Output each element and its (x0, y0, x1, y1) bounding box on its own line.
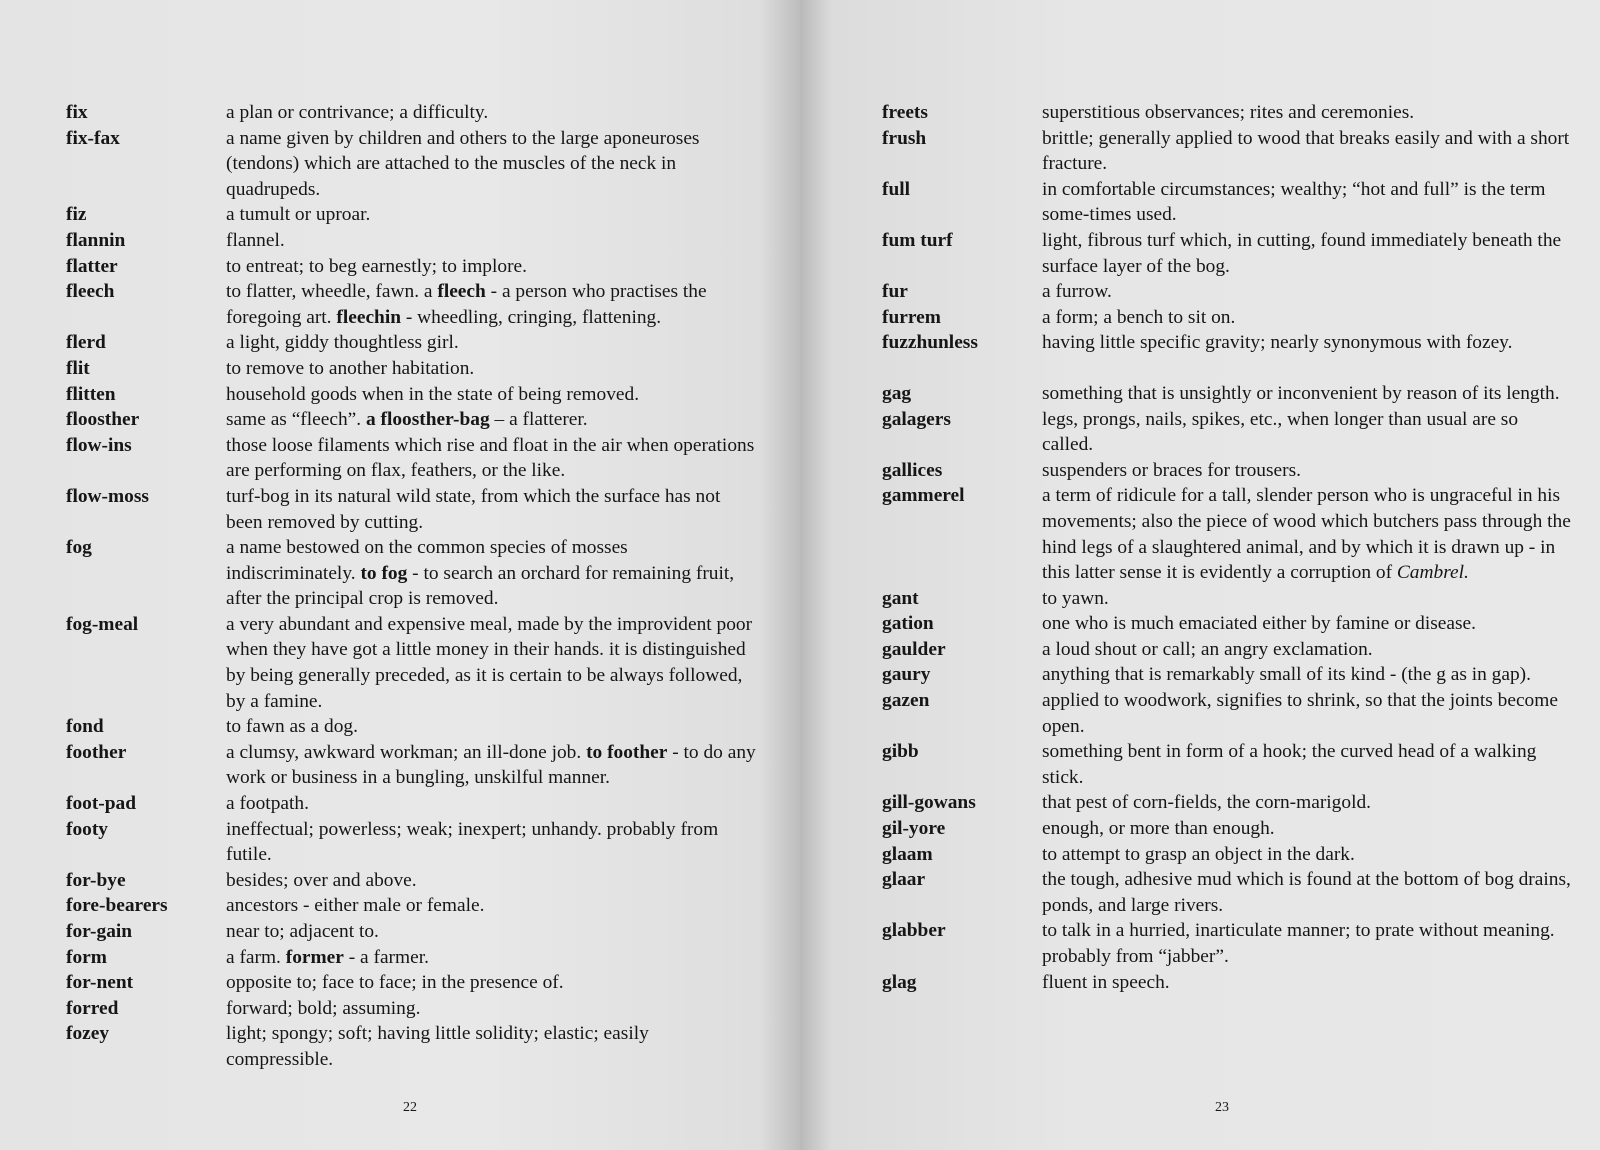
dictionary-entry (882, 611, 1572, 637)
entry-definition (226, 228, 756, 254)
dictionary-entry (882, 816, 1572, 842)
bold-subterm: fleech (437, 281, 486, 303)
definition-text: ineffectual; powerless; weak; inexpert; unhandy. probably from futile. (226, 818, 719, 866)
entry-definition (226, 1021, 756, 1072)
definition-text: one who is much emaciated either by famine or disease. (1042, 613, 1476, 635)
entry-term: gibb (882, 741, 919, 763)
entry-term: glabber (882, 920, 946, 942)
entry-definition (1042, 458, 1572, 484)
entry-term: frush (882, 127, 927, 149)
dictionary-entry (882, 842, 1572, 868)
entry-term: galagers (882, 408, 951, 430)
definition-text: legs, prongs, nails, spikes, etc., when longer than usual are so called. (1042, 408, 1519, 456)
dictionary-entry (882, 407, 1572, 458)
entry-definition (1042, 867, 1572, 918)
entry-term: flitten (66, 383, 116, 405)
definition-text: - wheedling, cringing, flattening. (401, 306, 662, 328)
definition-text: to flatter, wheedle, fawn. a (226, 281, 438, 303)
dictionary-entry (882, 790, 1572, 816)
definition-text: superstitious observances; rites and ceremonies. (1042, 102, 1415, 123)
entry-term: for-nent (66, 972, 134, 994)
definition-text: a name given by children and others to the large aponeuroses (tendons) which are attached to the muscles of the neck in quadrupeds. (226, 127, 700, 200)
definition-text: fluent in speech. (1042, 971, 1170, 993)
entry-definition (1042, 790, 1572, 816)
entry-definition (1042, 842, 1572, 868)
entry-term: flit (66, 357, 90, 379)
entry-definition (226, 330, 756, 356)
entry-definition (1042, 970, 1572, 996)
definition-text: near to; adjacent to. (226, 921, 379, 942)
entry-definition (226, 484, 756, 535)
definition-text: in comfortable circumstances; wealthy; “hot and full” is the term some-times used. (1042, 178, 1546, 226)
definition-text: to yawn. (1042, 587, 1109, 609)
entry-term: flatter (66, 255, 118, 277)
entry-definition (226, 254, 756, 280)
entry-definition (226, 535, 756, 612)
entry-term: glaar (882, 869, 926, 891)
dictionary-entry (66, 484, 756, 535)
entry-definition (1042, 739, 1572, 790)
definition-text: enough, or more than enough. (1042, 818, 1275, 840)
dictionary-entry (882, 330, 1572, 356)
dictionary-entry (66, 1021, 756, 1072)
definition-text: a clumsy, awkward workman; an ill-done job. (226, 741, 587, 763)
dictionary-entry (66, 126, 756, 203)
entry-definition (226, 356, 756, 382)
definition-text: that pest of corn-fields, the corn-marigold. (1042, 792, 1371, 814)
dictionary-entry (882, 970, 1572, 996)
definition-text: to remove to another habitation. (226, 357, 475, 379)
dictionary-entry (66, 868, 756, 894)
definition-text: a plan or contrivance; a difficulty. (226, 102, 489, 123)
entry-definition (226, 612, 756, 714)
dictionary-entry (66, 817, 756, 868)
right-page (800, 0, 1600, 1150)
definition-text: a name bestowed on the common species of mosses indiscriminately. (226, 537, 628, 584)
entry-definition (1042, 918, 1572, 969)
definition-text: anything that is remarkably small of its kind - (the g as in gap). (1042, 664, 1531, 686)
definition-text: a loud shout or call; an angry exclamation. (1042, 638, 1373, 660)
entry-term: form (66, 946, 107, 968)
entry-term: fog-meal (66, 613, 139, 635)
entry-term: full (882, 178, 911, 200)
dictionary-entry (66, 330, 756, 356)
entry-term: fix-fax (66, 127, 120, 149)
entry-definition (1042, 177, 1572, 228)
entry-term: for-bye (66, 869, 126, 891)
left-page-number: 22 (403, 1100, 417, 1115)
entry-term: footy (66, 818, 109, 840)
definition-text: a light, giddy thoughtless girl. (226, 332, 459, 354)
entry-definition (226, 740, 756, 791)
dictionary-entry (882, 305, 1572, 331)
dictionary-entry (882, 918, 1572, 969)
entry-definition (226, 791, 756, 817)
entry-term: foother (66, 741, 127, 763)
definition-text: having little specific gravity; nearly synonymous with fozey. (1042, 332, 1513, 354)
definition-text: household goods when in the state of being removed. (226, 383, 640, 405)
definition-text: - a farmer. (343, 946, 429, 968)
entry-term: furrem (882, 306, 941, 328)
entry-definition (1042, 816, 1572, 842)
entry-definition (1042, 662, 1572, 688)
entry-term: gant (882, 587, 919, 609)
entry-definition (226, 893, 756, 919)
entry-term: gill-gowans (882, 792, 976, 814)
dictionary-entry (882, 126, 1572, 177)
bold-subterm: to foother (586, 741, 668, 763)
italic-text: Cambrel. (1396, 562, 1469, 584)
definition-text: applied to woodwork, signifies to shrink, so that the joints become open. (1042, 690, 1558, 737)
dictionary-entry (882, 458, 1572, 484)
entry-definition (1042, 100, 1572, 126)
dictionary-entry (66, 407, 756, 433)
dictionary-entry (882, 867, 1572, 918)
definition-text: turf-bog in its natural wild state, from which the surface has not been removed by cutting. (226, 485, 721, 533)
entry-definition (226, 996, 756, 1022)
entry-definition (226, 202, 756, 228)
entry-term: gallices (882, 459, 943, 481)
definition-text: besides; over and above. (226, 869, 417, 891)
bold-subterm: fleechin (336, 306, 402, 328)
dictionary-entry (66, 254, 756, 280)
definition-text: - a person who practises the foregoing art. (226, 281, 707, 328)
entry-definition (226, 868, 756, 894)
entry-term: fleech (66, 281, 115, 303)
definition-text: - to do any work or business in a bungling, unskilful manner. (226, 741, 756, 789)
dictionary-entry (66, 279, 756, 330)
definition-text: light, fibrous turf which, in cutting, found immediately beneath the surface layer of the bog. (1042, 229, 1562, 277)
entry-term: fog (66, 537, 92, 559)
dictionary-entry (66, 996, 756, 1022)
entry-definition (226, 433, 756, 484)
definition-text: flannel. (226, 229, 285, 251)
entry-definition (226, 100, 756, 126)
bold-subterm: former (285, 946, 344, 968)
entry-definition (226, 945, 756, 971)
definition-text: to fawn as a dog. (226, 716, 358, 738)
dictionary-entry (882, 381, 1572, 407)
entry-definition (226, 279, 756, 330)
entry-definition (1042, 637, 1572, 663)
definition-text: - to search an orchard for remaining fruit, after the principal crop is removed. (226, 562, 735, 610)
entry-definition (226, 407, 756, 433)
entry-term: freets (882, 102, 928, 123)
entry-definition (226, 919, 756, 945)
left-entry-list (66, 100, 756, 1073)
definition-text: those loose filaments which rise and float in the air when operations are performing on flax, feathers, or the like. (226, 434, 755, 482)
entry-definition (1042, 330, 1572, 356)
entry-term: gag (882, 382, 912, 404)
entry-definition (226, 126, 756, 203)
dictionary-entry (882, 586, 1572, 612)
entry-term: flow-ins (66, 434, 132, 456)
dictionary-entry (66, 791, 756, 817)
entry-definition (1042, 279, 1572, 305)
entry-term: forred (66, 997, 119, 1019)
entry-definition (1042, 407, 1572, 458)
entry-term: flow-moss (66, 485, 149, 507)
definition-text: a tumult or uproar. (226, 204, 371, 226)
dictionary-entry (66, 202, 756, 228)
dictionary-entry (66, 382, 756, 408)
entry-term: flannin (66, 229, 126, 251)
definition-text: a furrow. (1042, 281, 1112, 303)
entry-definition (1042, 126, 1572, 177)
definition-text: opposite to; face to face; in the presence of. (226, 972, 564, 994)
entry-term: fix (66, 102, 88, 123)
definition-text: same as “fleech”. (226, 409, 366, 431)
definition-text: a footpath. (226, 793, 309, 815)
dictionary-entry (66, 919, 756, 945)
definition-text: something bent in form of a hook; the curved head of a walking stick. (1042, 741, 1537, 788)
dictionary-entry (882, 279, 1572, 305)
dictionary-entry (882, 688, 1572, 739)
entry-term: gazen (882, 690, 930, 712)
definition-text: suspenders or braces for trousers. (1042, 459, 1301, 481)
dictionary-entry (882, 228, 1572, 279)
entry-definition (1042, 483, 1572, 585)
dictionary-entry (66, 945, 756, 971)
entry-definition (1042, 305, 1572, 331)
entry-term: gation (882, 613, 934, 635)
entry-definition (226, 714, 756, 740)
dictionary-entry (66, 612, 756, 714)
entry-term: fozey (66, 1023, 110, 1045)
entry-definition (1042, 586, 1572, 612)
dictionary-entry (882, 662, 1572, 688)
entry-definition (226, 817, 756, 868)
entry-term: gammerel (882, 485, 965, 507)
entry-definition (226, 970, 756, 996)
dictionary-entry (66, 740, 756, 791)
dictionary-entry (66, 970, 756, 996)
definition-text: to entreat; to beg earnestly; to implore. (226, 255, 527, 277)
dictionary-entry (882, 177, 1572, 228)
entry-term: for-gain (66, 921, 133, 942)
entry-definition (1042, 228, 1572, 279)
right-entry-list (882, 100, 1572, 995)
entry-term: fum turf (882, 229, 953, 251)
definition-text: to talk in a hurried, inarticulate manner; to prate without meaning. probably from “jabber”. (1042, 920, 1555, 967)
definition-text: a term of ridicule for a tall, slender person who is ungraceful in his movements; also the piece of wood which butchers pass through the hind legs of a slaughtered animal, and by which it is drawn up - in this latter sense it is evidently a corruption of (1042, 485, 1571, 584)
bold-subterm: to fog (360, 562, 408, 584)
definition-text: a farm. (226, 946, 286, 968)
dictionary-entry (66, 356, 756, 382)
dictionary-entry (66, 100, 756, 126)
entry-definition (1042, 381, 1572, 407)
entry-term: fore-bearers (66, 895, 168, 917)
entry-term: glaam (882, 843, 933, 865)
entry-term: fur (882, 281, 908, 303)
dictionary-entry (66, 433, 756, 484)
definition-text: ancestors - either male or female. (226, 895, 485, 917)
entry-term: gaury (882, 664, 931, 686)
entry-term: flerd (66, 332, 106, 354)
entry-term: glag (882, 971, 917, 993)
right-page-number: 23 (1215, 1100, 1229, 1115)
entry-term: foot-pad (66, 793, 137, 815)
entry-term: gaulder (882, 638, 946, 660)
definition-text: to attempt to grasp an object in the dark. (1042, 843, 1355, 865)
definition-text: light; spongy; soft; having little solidity; elastic; easily compressible. (226, 1023, 649, 1070)
dictionary-entry (882, 739, 1572, 790)
dictionary-entry (882, 637, 1572, 663)
dictionary-entry (66, 714, 756, 740)
dictionary-entry (66, 228, 756, 254)
entry-term: floosther (66, 409, 140, 431)
definition-text: something that is unsightly or inconvenient by reason of its length. (1042, 382, 1560, 404)
dictionary-entry (882, 483, 1572, 585)
dictionary-entry (66, 893, 756, 919)
definition-text: a very abundant and expensive meal, made by the improvident poor when they have got a little money in their hands. it is distinguished by being generally preceded, as it is certain to be always followed, by a famine. (226, 613, 753, 712)
definition-text: a form; a bench to sit on. (1042, 306, 1236, 328)
entry-term: gil-yore (882, 818, 946, 840)
entry-term: fiz (66, 204, 87, 226)
definition-text: – a flatterer. (489, 409, 588, 431)
bold-subterm: a floosther-bag (365, 409, 490, 431)
dictionary-entry (882, 100, 1572, 126)
definition-text: the tough, adhesive mud which is found at the bottom of bog drains, ponds, and large rivers. (1042, 869, 1571, 916)
definition-text: brittle; generally applied to wood that breaks easily and with a short fracture. (1042, 127, 1570, 175)
entry-definition (1042, 688, 1572, 739)
definition-text: forward; bold; assuming. (226, 997, 421, 1019)
entry-definition (1042, 611, 1572, 637)
entry-term: fuzzhunless (882, 332, 978, 354)
dictionary-entry (66, 535, 756, 612)
entry-term: fond (66, 716, 104, 738)
entry-definition (226, 382, 756, 408)
